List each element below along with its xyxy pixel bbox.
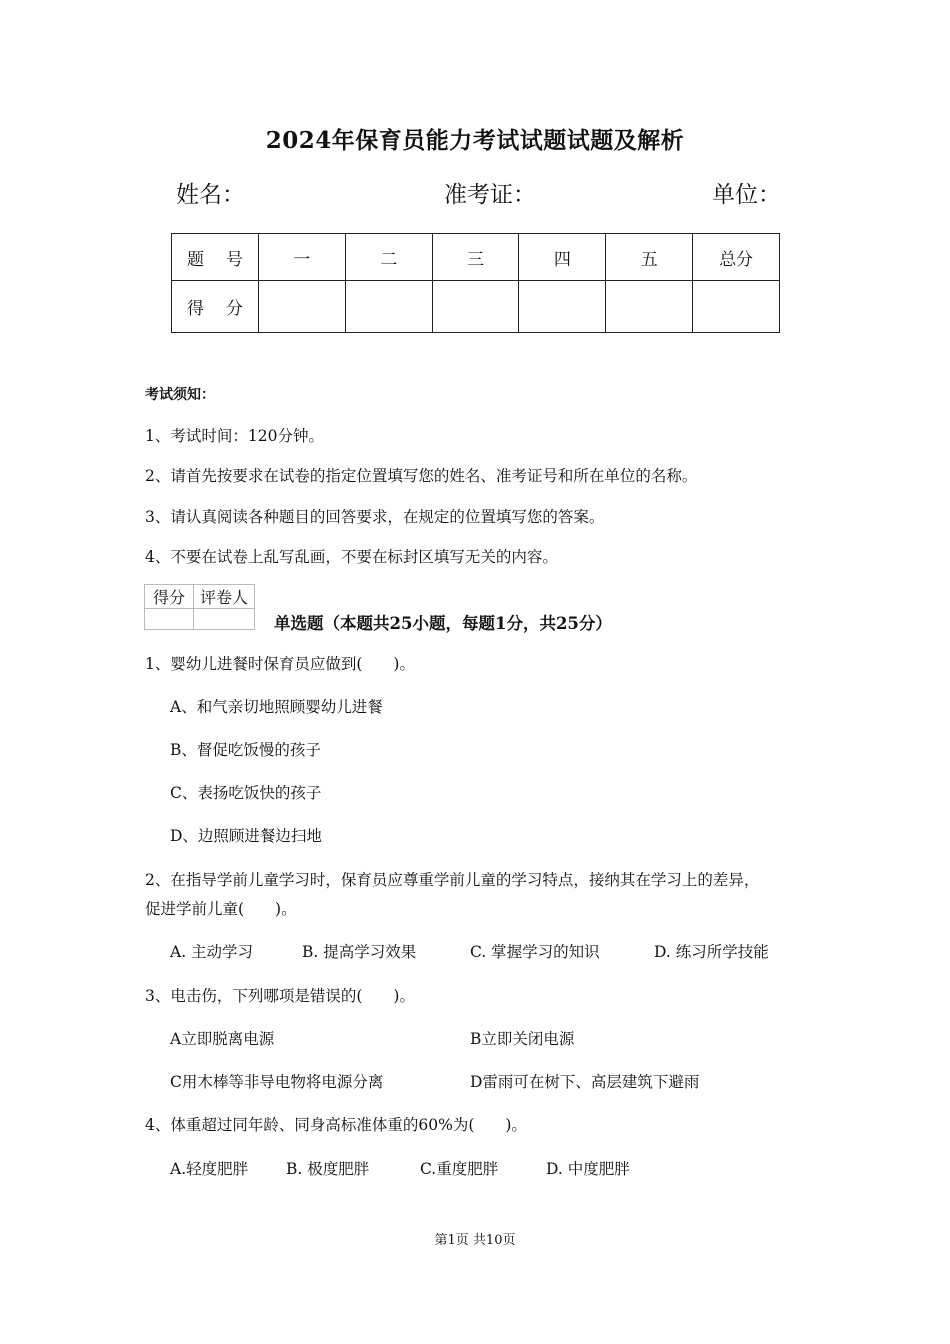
question-stem: 2、在指导学前儿童学习时，保育员应尊重学前儿童的学习特点，接纳其在学习上的差异，	[145, 871, 760, 889]
score-input-cell[interactable]	[432, 281, 519, 333]
question-stem: 3、电击伤，下列哪项是错误的( )。	[145, 987, 415, 1005]
score-table-header-label	[172, 234, 259, 281]
unit-label: 单位：	[712, 182, 781, 208]
grader-box	[144, 584, 255, 630]
question-option: A立即脱离电源	[170, 1030, 275, 1048]
grader-score-label: 得分	[145, 585, 194, 609]
page-title: 2024年保育员能力考试试题试题及解析	[265, 127, 685, 154]
exam-id-label: 准考证：	[444, 182, 536, 208]
score-table-column-header: 五	[606, 234, 693, 281]
label-char: 得	[186, 299, 204, 319]
score-input-cell[interactable]	[345, 281, 432, 333]
question-option: C用木棒等非导电物将电源分离	[170, 1073, 384, 1091]
notes-item: 3、请认真阅读各种题目的回答要求，在规定的位置填写您的答案。	[145, 508, 605, 526]
label-char: 号	[225, 249, 243, 270]
question-option: A.轻度肥胖	[170, 1160, 249, 1178]
notes-item: 1、考试时间：120分钟。	[145, 427, 324, 445]
grader-name-cell[interactable]	[194, 609, 255, 630]
question-stem: 4、体重超过同年龄、同身高标准体重的60%为( )。	[145, 1116, 527, 1134]
label-char: 题	[186, 249, 204, 270]
notes-item: 2、请首先按要求在试卷的指定位置填写您的姓名、准考证号和所在单位的名称。	[145, 467, 698, 485]
question-stem: 1、婴幼儿进餐时保育员应做到( )。	[145, 655, 415, 673]
score-input-cell[interactable]	[693, 281, 780, 333]
score-input-cell[interactable]	[606, 281, 693, 333]
question-option: B、督促吃饭慢的孩子	[170, 741, 321, 759]
label-char: 分	[225, 299, 243, 319]
question-option: D、边照顾进餐边扫地	[170, 827, 322, 845]
page-footer: 第1页 共10页	[434, 1233, 516, 1248]
question-option: C. 掌握学习的知识	[470, 943, 600, 961]
grader-name-label: 评卷人	[194, 585, 255, 609]
score-input-cell[interactable]	[519, 281, 606, 333]
question-option: C.重度肥胖	[420, 1160, 499, 1178]
question-option: A、和气亲切地照顾婴幼儿进餐	[170, 698, 383, 716]
notes-item: 4、不要在试卷上乱写乱画，不要在标封区填写无关的内容。	[145, 548, 558, 566]
score-table-row-label	[172, 281, 259, 333]
grader-score-cell[interactable]	[145, 609, 194, 630]
question-option: D. 中度肥胖	[546, 1160, 630, 1178]
question-option: B. 极度肥胖	[286, 1160, 370, 1178]
question-stem-continued: 促进学前儿童( )。	[145, 900, 297, 918]
score-table-column-header: 四	[519, 234, 606, 281]
score-table-column-header: 三	[432, 234, 519, 281]
question-option: D雷雨可在树下、高层建筑下避雨	[470, 1073, 700, 1091]
score-table-column-header: 总分	[693, 234, 780, 281]
question-option: A. 主动学习	[170, 943, 254, 961]
score-table-column-header: 二	[345, 234, 432, 281]
score-table-column-header: 一	[258, 234, 345, 281]
name-label: 姓名：	[176, 182, 245, 208]
section-title: 单选题（本题共25小题，每题1分，共25分）	[274, 614, 612, 633]
question-option: B立即关闭电源	[470, 1030, 575, 1048]
score-table	[171, 233, 780, 333]
question-option: C、表扬吃饭快的孩子	[170, 784, 322, 802]
score-input-cell[interactable]	[258, 281, 345, 333]
notes-title: 考试须知：	[145, 387, 215, 403]
question-option: B. 提高学习效果	[302, 943, 417, 961]
question-option: D. 练习所学技能	[654, 943, 769, 961]
